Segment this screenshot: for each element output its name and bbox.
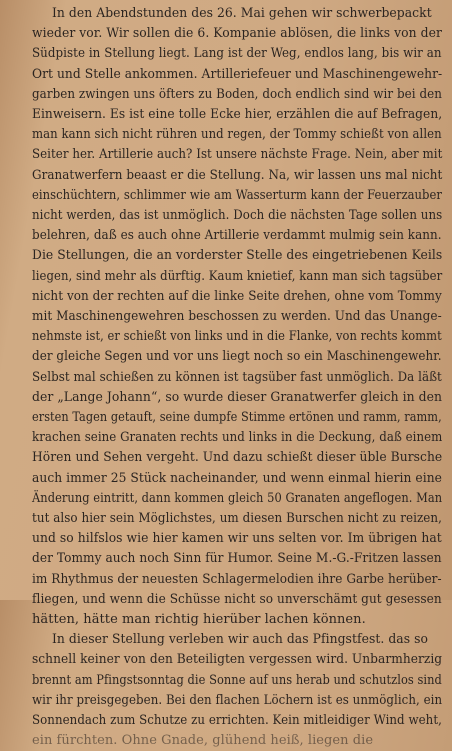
text-line: der Tommy auch noch Sinn für Humor. Seine M.-G.-Fritzen lassen — [32, 551, 442, 567]
text-line: Hören und Sehen vergeht. Und dazu schießt dieser üble Bursche — [32, 450, 443, 466]
text-line: Einweisern. Es ist eine tolle Ecke hier, erzählen die auf Befragen, — [32, 107, 443, 122]
text-line: Ort und Stelle ankommen. Artilleriefeuer und Maschinengewehr- — [32, 66, 443, 82]
text-line: garben zwingen uns öfters zu Boden, doch endlich sind wir bei den — [32, 86, 442, 102]
text-line: tut also hier sein Möglichstes, um diesen Burschen nicht zu reizen, — [32, 511, 442, 526]
text-line: Die Stellungen, die an vorderster Stelle des eingetriebenen Keils — [32, 248, 443, 264]
text-line: ersten Tagen getauft, seine dumpfe Stimme ertönen und ramm, ramm, — [32, 410, 442, 425]
text-line: Sonnendach zum Schutze zu errichten. Kein mitleidiger Wind weht, — [32, 713, 442, 728]
text-line: In den Abendstunden des 26. Mai gehen wir schwerbepackt — [52, 6, 432, 21]
text-line: der gleiche Segen und vor uns liegt noch so ein Maschinengewehr. — [32, 349, 442, 365]
text-line: ein fürchten. Ohne Gnade, glühend heiß, liegen die — [32, 733, 374, 749]
text-line: auch immer 25 Stück nacheinander, und wenn einmal hierin eine — [32, 470, 442, 486]
text-line: In dieser Stellung verleben wir auch das Pfingstfest. das so — [52, 632, 428, 648]
text-line: Südpiste in Stellung liegt. Lang ist der Weg, endlos lang, bis wir an — [32, 46, 442, 62]
text-line: nehmste ist, er schießt von links und in die Flanke, von rechts kommt — [32, 329, 442, 345]
text-line: krachen seine Granaten rechts und links in die Deckung, daß einem — [32, 430, 443, 446]
text-line: im Rhythmus der neuesten Schlagermelodien ihre Garbe herüber- — [32, 571, 442, 587]
text-line: hätten, hätte man richtig hierüber lachen können. — [32, 612, 366, 627]
text-line: Seiter her. Artillerie auch? Ist unsere nächste Frage. Nein, aber mit — [32, 147, 443, 163]
text-line: fliegen, und wenn die Schüsse nicht so unverschämt gut gesessen — [32, 591, 442, 607]
text-line: belehren, daß es auch ohne Artillerie verdammt mulmig sein kann. — [32, 228, 442, 244]
text-line: Granatwerfern beaast er die Stellung. Na, wir lassen uns mal nicht — [32, 167, 443, 183]
text-line: schnell keiner von den Beteiligten vergessen wird. Unbarmherzig — [32, 652, 443, 668]
text-line: wieder vor. Wir sollen die 6. Kompanie ablösen, die links von der — [32, 26, 442, 42]
text-line: und so hilfslos wie hier kamen wir uns selten vor. Im übrigen hat — [32, 531, 442, 547]
text-line: Selbst mal schießen zu können ist tagsüber fast unmöglich. Da läßt — [32, 369, 442, 385]
text-line: man kann sich nicht rühren und regen, der Tommy schießt von allen — [32, 127, 442, 143]
text-line: nicht von der rechten auf die linke Seite drehen, ohne vom Tommy — [32, 288, 442, 304]
text-line: nicht werden, das ist unmöglich. Doch die nächsten Tage sollen uns — [32, 208, 443, 223]
text-line: Änderung eintritt, dann kommen gleich 50 Granaten angeflogen. Man — [32, 490, 443, 506]
text-line: liegen, sind mehr als dürftig. Kaum knietief, kann man sich tagsüber — [32, 268, 443, 284]
text-line: der „Lange Johann“, so wurde dieser Granatwerfer gleich in den — [32, 389, 443, 405]
body-text — [32, 4, 443, 749]
text-line: einschüchtern, schlimmer wie am Wasserturm kann der Feuerzauber — [32, 187, 443, 203]
text-line: wir ihr preisgegeben. Bei den flachen Löchern ist es unmöglich, ein — [32, 692, 443, 708]
text-line: brennt am Pfingstsonntag die Sonne auf uns herab und schutzlos sind — [32, 672, 442, 688]
text-line: mit Maschinengewehren beschossen zu werden. Und das Unange- — [32, 309, 442, 324]
